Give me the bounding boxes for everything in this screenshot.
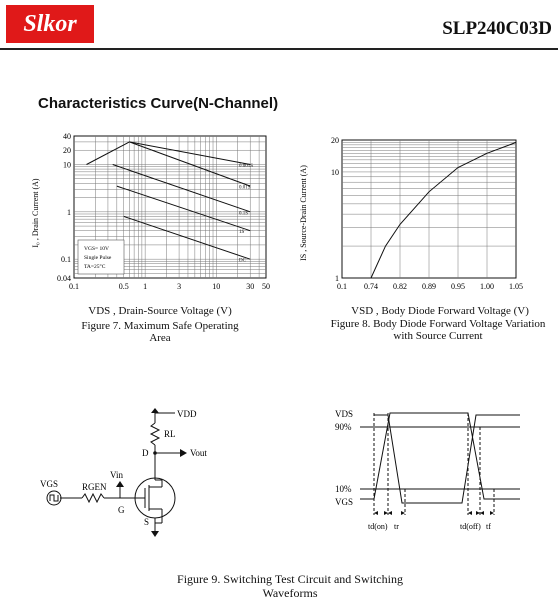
part-number: SLP240C03D: [442, 18, 552, 39]
fig8-xtick-label: 0.95: [451, 282, 465, 291]
fig8-xtick-label: 1.00: [480, 282, 494, 291]
fig8-series-line: [371, 142, 516, 278]
fig8-ytick-label: 10: [331, 167, 339, 177]
label-vout: Vout: [190, 448, 207, 458]
fig7-caption-1: Figure 7. Maximum Safe Operating: [81, 320, 239, 332]
fig7-ytick-label: 1: [67, 207, 71, 217]
fig7-curve-label: 1S: [239, 230, 245, 236]
label-rl: RL: [164, 429, 176, 439]
fig8-ticks: [331, 136, 523, 291]
fig7-xtick-label: 30: [246, 282, 255, 291]
fig8-xtick-label: 0.1: [337, 282, 347, 291]
fig8-xlabel: VSD , Body Diode Forward Voltage (V): [351, 305, 529, 317]
section-title: Characteristics Curve(N-Channel): [38, 95, 279, 112]
label-vin: Vin: [110, 470, 123, 480]
label-tr: tr: [394, 522, 399, 531]
fig7-legend-2: Single Pulse: [84, 255, 112, 261]
fig7-xtick-label: 10: [212, 282, 221, 291]
header-rule: [0, 48, 558, 50]
fig7-series-line-0.001S: [87, 142, 251, 165]
label-s: S: [144, 517, 150, 527]
fig8-caption-2: with Source Current: [393, 330, 483, 342]
label-vdd: VDD: [177, 409, 197, 419]
label-90pct: 90%: [335, 422, 352, 432]
label-g: G: [118, 505, 125, 515]
label-tdoff: td(off): [460, 522, 481, 531]
label-tdon: td(on): [368, 522, 388, 531]
label-rgen: RGEN: [82, 482, 107, 492]
fig8-body-diode-chart: [300, 128, 528, 300]
fig8-ytick-label: 1: [335, 274, 339, 283]
fig7-legend-3: TA=25°C: [84, 264, 106, 270]
logo-text: Slkor: [23, 11, 77, 37]
fig7-ytick-label: 20: [63, 146, 71, 156]
fig9-caption-2: Waveforms: [262, 586, 318, 600]
fig8-xtick-label: 0.74: [364, 282, 378, 291]
fig7-xlabel: VDS , Drain-Source Voltage (V): [88, 305, 232, 317]
label-vgs-wave: VGS: [335, 497, 354, 507]
fig7-xtick-label: 0.5: [118, 282, 129, 291]
label-d: D: [142, 448, 149, 458]
fig7-xtick-label: 1: [143, 282, 148, 291]
fig7-ylabel: I₀ , Drain Current (A): [31, 178, 40, 248]
fig8-xtick-label: 0.89: [422, 282, 436, 291]
label-vds: VDS: [335, 409, 354, 419]
fig7-ytick-label: 0.1: [61, 255, 71, 265]
fig8-curve: [371, 142, 516, 278]
fig7-ytick-label: 40: [63, 132, 71, 141]
switching-test-circuit: [40, 405, 240, 540]
fig7-curve-label: DC: [239, 258, 246, 264]
fig7-legend-1: VGS= 10V: [84, 246, 109, 252]
fig7-caption-2: Area: [149, 332, 171, 344]
fig7-curve-label: 0.001S: [239, 163, 254, 169]
label-vgs: VGS: [40, 479, 59, 489]
switching-waveforms: [330, 405, 530, 545]
fig7-ytick-label: 10: [63, 160, 71, 170]
fig7-series-line-DC: [124, 216, 251, 259]
fig7-xtick-label: 3: [177, 282, 182, 291]
label-tf: tf: [486, 522, 491, 531]
fig7-series-line-0.01S: [129, 142, 250, 186]
fig7-curve-label: 0.01S: [239, 185, 251, 191]
fig8-caption-1: Figure 8. Body Diode Forward Voltage Variation: [330, 318, 546, 330]
fig8-xtick-label: 0.82: [393, 282, 407, 291]
fig8-grid: [342, 140, 516, 278]
label-10pct: 10%: [335, 484, 352, 494]
fig9-caption-1: Figure 9. Switching Test Circuit and Switching: [177, 572, 403, 586]
fig8-ytick-label: 20: [331, 136, 339, 145]
fig7-ytick-label: 0.04: [57, 274, 71, 283]
fig7-xtick-label: 0.1: [69, 282, 79, 291]
brand-logo: [6, 5, 94, 43]
fig7-series-line-1S: [117, 186, 250, 231]
fig7-xtick-label: 50: [262, 282, 270, 291]
fig8-ylabel: IS , Source-Drain Current (A): [299, 165, 308, 261]
fig7-curve-label: 0.1S: [239, 211, 249, 217]
fig8-xtick-label: 1.05: [509, 282, 523, 291]
fig7-safe-operating-area-chart: [28, 128, 278, 300]
